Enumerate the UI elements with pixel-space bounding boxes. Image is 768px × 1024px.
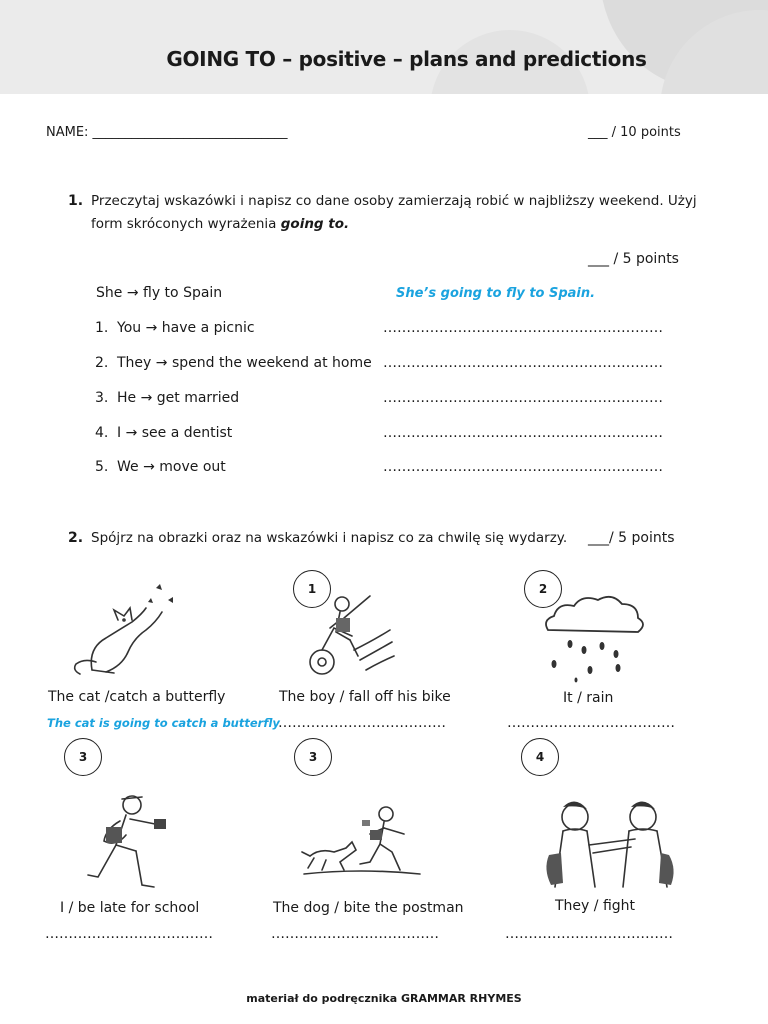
picture-number-badge: 3: [294, 738, 332, 776]
item-prompt: You → have a picnic: [117, 320, 255, 336]
answer-line[interactable]: ……………………………………………………: [383, 355, 663, 371]
item-prompt: They → spend the weekend at home: [117, 355, 372, 371]
boys-fighting-illustration: [535, 795, 685, 895]
item-number: 4.: [95, 425, 109, 441]
answer-line[interactable]: ………………………………: [271, 926, 439, 942]
exercise2-points[interactable]: ___/ 5 points: [588, 530, 675, 546]
item-prompt: We → move out: [117, 459, 226, 475]
answer-line[interactable]: ……………………………………………………: [383, 320, 663, 336]
cat-butterfly-illustration: [62, 578, 182, 683]
item-prompt: I → see a dentist: [117, 425, 233, 441]
item-number: 2.: [95, 355, 109, 371]
dog-postman-illustration: [300, 800, 425, 880]
answer-line[interactable]: ………………………………: [505, 926, 673, 942]
running-boy-illustration: [80, 785, 180, 895]
exercise1-points[interactable]: ___ / 5 points: [588, 251, 679, 267]
exercise1-number: 1.: [68, 193, 84, 209]
name-field[interactable]: NAME: ______________________________: [46, 125, 288, 140]
example-prompt: She → fly to Spain: [96, 285, 223, 301]
instruction-emphasis: going to.: [280, 216, 350, 232]
footer-note: materiał do podręcznika GRAMMAR RHYMES: [246, 992, 522, 1005]
item-number: 3.: [95, 390, 109, 406]
item-number: 5.: [95, 459, 109, 475]
exercise1-instruction-line2: [91, 216, 349, 232]
instruction-text: form skróconych wyrażenia: [91, 216, 281, 232]
answer-line[interactable]: ……………………………………………………: [383, 459, 663, 475]
boy-bike-illustration: [300, 590, 395, 685]
picture-caption: I / be late for school: [60, 900, 200, 916]
total-points[interactable]: ___ / 10 points: [588, 125, 681, 140]
picture-caption: It / rain: [563, 690, 614, 706]
answer-line[interactable]: ………………………………: [45, 926, 213, 942]
answer-line[interactable]: ………………………………: [507, 715, 675, 731]
picture-number-badge: 3: [64, 738, 102, 776]
worksheet-title: GOING TO – positive – plans and predictions: [166, 47, 647, 71]
exercise2-number: 2.: [68, 530, 84, 546]
example-answer: She’s going to fly to Spain.: [396, 286, 596, 301]
answer-line[interactable]: ………………………………: [278, 715, 446, 731]
item-prompt: He → get married: [117, 390, 240, 406]
exercise2-instruction: Spójrz na obrazki oraz na wskazówki i napisz co za chwilę się wydarzy.: [91, 530, 568, 546]
answer-line[interactable]: ……………………………………………………: [383, 425, 663, 441]
picture-caption: They / fight: [555, 898, 636, 914]
picture-number-badge: 4: [521, 738, 559, 776]
picture-caption: The cat /catch a butterfly: [48, 689, 226, 705]
answer-line[interactable]: ……………………………………………………: [383, 390, 663, 406]
picture-caption: The dog / bite the postman: [273, 900, 464, 916]
item-number: 1.: [95, 320, 109, 336]
picture-caption: The boy / fall off his bike: [279, 689, 451, 705]
picture-answer: The cat is going to catch a butterfly: [47, 716, 280, 730]
picture-number-badge: 2: [524, 570, 562, 608]
exercise1-instruction-line1: Przeczytaj wskazówki i napisz co dane osoby zamierzają robić w najbliższy weekend. Użyj: [91, 193, 697, 209]
rain-cloud-illustration: [540, 590, 650, 685]
picture-number-badge: 1: [293, 570, 331, 608]
